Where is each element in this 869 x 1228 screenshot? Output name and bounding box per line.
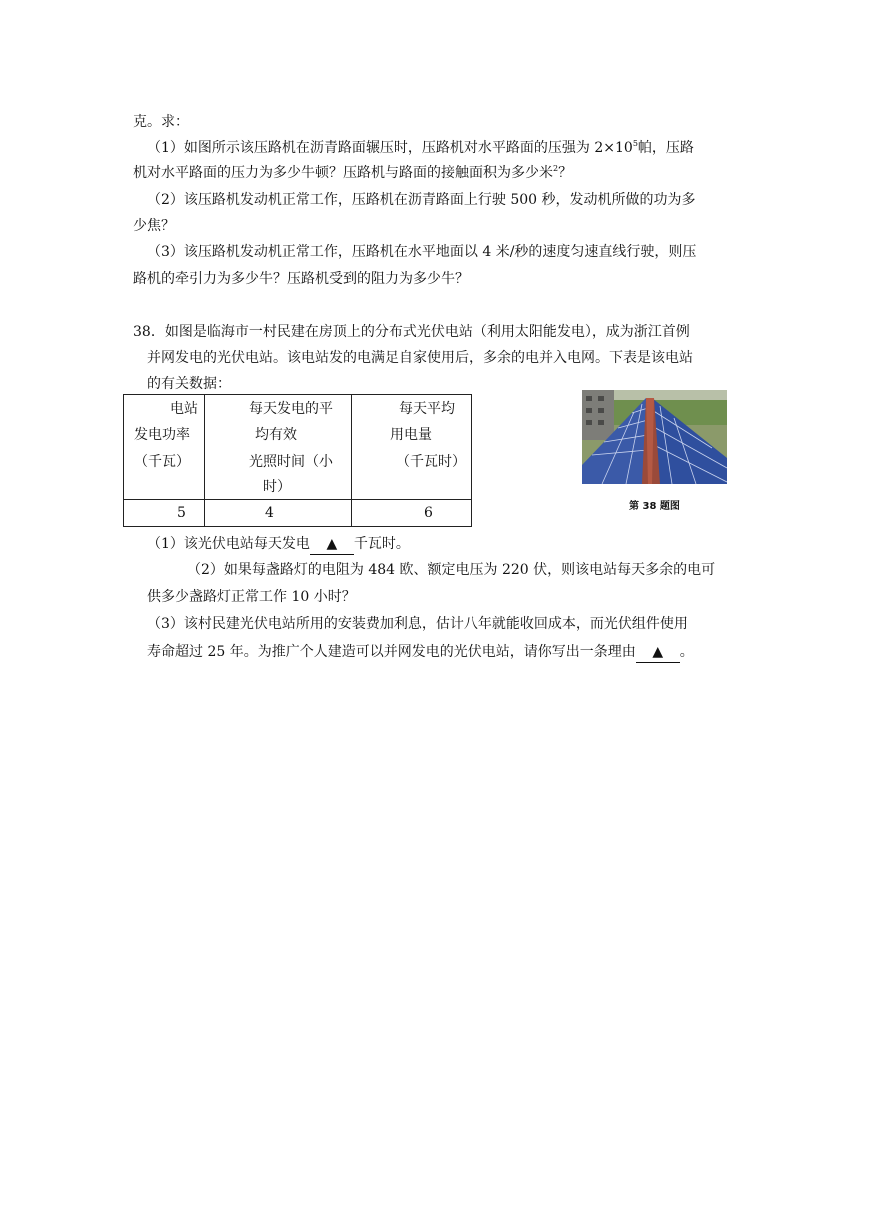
q38-sub1: （1）该光伏电站每天发电 ▲ 千瓦时。	[147, 534, 410, 555]
q38-stem-line2: 并网发电的光伏电站。该电站发的电满足自家使用后，多余的电并入电网。下表是该电站	[147, 350, 693, 366]
q38-sub3-line2: 寿命超过 25 年。为推广个人建造可以并网发电的光伏电站，请你写出一条理由 ▲ 。	[147, 642, 694, 663]
q38-stem-line1: 38．如图是临海市一村民建在房顶上的分布式光伏电站（利用太阳能发电），成为浙江首例	[133, 324, 690, 340]
table-header-usage: 每天平均 用电量 （千瓦时）	[352, 395, 472, 500]
q38-sub2-line2: 供多少盏路灯正常工作 10 小时？	[147, 589, 356, 605]
q37-part1-line2: 机对水平路面的压力为多少牛顿？压路机与路面的接触面积为多少米$^2$？	[133, 164, 573, 181]
table-value-usage: 6	[352, 500, 472, 527]
q38-sub2-line1: （2）如果每盏路灯的电阻为 484 欧、额定电压为 220 伏，则该电站每天多余的电可	[187, 562, 716, 578]
q38-stem-line3: 的有关数据：	[147, 376, 231, 392]
answer-blank-1[interactable]: ▲	[310, 534, 354, 555]
q37-part3-line1: （3）该压路机发动机正常工作，压路机在水平地面以 4 米/秒的速度匀速直线行驶，则压	[147, 244, 697, 260]
q37-part3-line2: 路机的牵引力为多少牛？压路机受到的阻力为多少牛？	[133, 271, 469, 287]
q37-part2-line2: 少焦？	[133, 218, 175, 234]
solar-roof-photo	[582, 390, 727, 484]
answer-blank-2[interactable]: ▲	[636, 642, 680, 663]
q37-exponent-2: 2	[553, 164, 559, 173]
table-value-power: 5	[124, 500, 205, 527]
figure-caption: 第 38 题图	[629, 501, 680, 512]
table-value-sunlight: 4	[205, 500, 352, 527]
q37-part2-line1: （2）该压路机发动机正常工作，压路机在沥青路面上行驶 500 秒，发动机所做的功为多	[147, 192, 696, 208]
table-header-sunlight: 每天发电的平 均有效 光照时间（小 时）	[205, 395, 352, 500]
q37-part1-line1: （1）如图所示该压路机在沥青路面辗压时，压路机对水平路面的压强为 $2\times 10^5$帕，压路	[147, 139, 694, 156]
q38-sub3-line1: （3）该村民建光伏电站所用的安装费加利息，估计八年就能收回成本，而光伏组件使用	[147, 616, 688, 632]
q38-data-table	[123, 394, 472, 527]
q37-intro-tail: 克。求：	[133, 114, 189, 130]
table-header-power: 电站 发电功率 （千瓦）	[124, 395, 205, 500]
q37-exponent: 5	[632, 139, 638, 148]
